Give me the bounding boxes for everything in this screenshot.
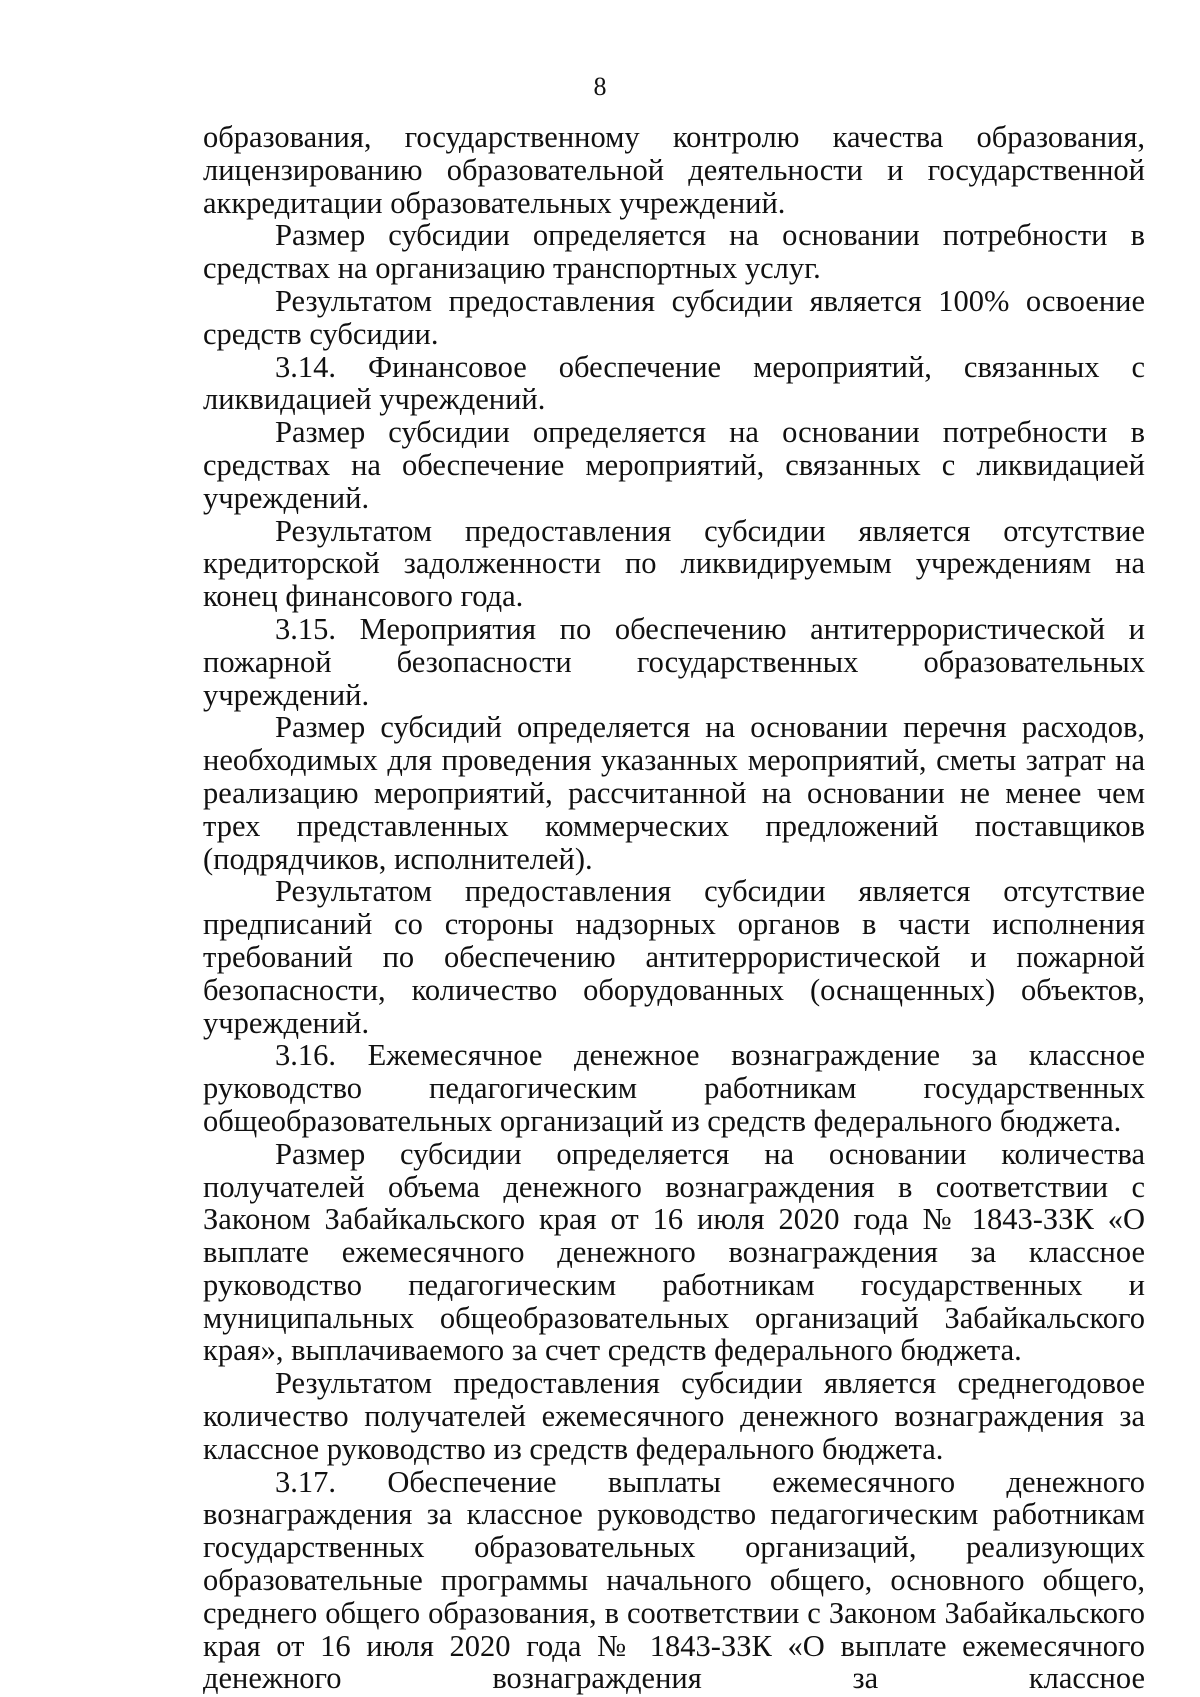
paragraph-security-subsidy-result: Результатом предоставления субсидии является отсутствие предписаний со стороны надзорных органов в части исполнения требований по обеспечению антитеррористической и пожарной безопасности, количество оборудованных (оснащенных) объектов, учреждений. [203, 874, 1145, 1040]
paragraph-liquidation-subsidy-result: Результатом предоставления субсидии является отсутствие кредиторской задолженности по ликвидируемым учреждениям на конец финансового года. [203, 513, 1145, 614]
section-3-17-heading: 3.17. Обеспечение выплаты ежемесячного денежного вознаграждения за классное руководство педагогическим работникам государственных образовательных организаций, реализующих образовательные программы начального общего, основного общего, среднего общего образования, в соответствии с Законом Забайкальского края от 16 июля 2020 года № 1843-ЗЗК «О выплате ежемесячного денежного вознаграждения за классное [203, 1464, 1145, 1696]
paragraph-transport-subsidy-size: Размер субсидии определяется на основании потребности в средствах на организацию транспортных услуг. [203, 218, 1145, 286]
paragraph-security-subsidy-size: Размер субсидий определяется на основании перечня расходов, необходимых для проведения указанных мероприятий, сметы затрат на реализацию мероприятий, рассчитанной на основании не менее чем трех представленных коммерческих предложений поставщиков (подрядчиков, исполнителей). [203, 710, 1145, 876]
paragraph-education-oversight: образования, государственному контролю качества образования, лицензированию образовательной деятельности и государственной аккредитации образовательных учреждений. [203, 120, 1145, 220]
document-body [203, 121, 1145, 1695]
section-3-16-heading: 3.16. Ежемесячное денежное вознаграждение за классное руководство педагогическим работникам государственных общеобразовательных организаций из средств федерального бюджета. [203, 1038, 1145, 1138]
section-3-15-heading: 3.15. Мероприятия по обеспечению антитеррористической и пожарной безопасности государственных образовательных учреждений. [203, 611, 1145, 712]
paragraph-class-guidance-subsidy-result: Результатом предоставления субсидии является среднегодовое количество получателей ежемесячного денежного вознаграждения за классное руководство из средств федерального бюджета. [203, 1366, 1145, 1466]
paragraph-transport-subsidy-result: Результатом предоставления субсидии является 100% освоение средств субсидии. [203, 283, 1145, 351]
paragraph-class-guidance-subsidy-size: Размер субсидии определяется на основании количества получателей объема денежного вознаграждения в соответствии с Законом Забайкальского края от 16 июля 2020 года № 1843-ЗЗК «О выплате ежемесячного денежного вознаграждения за классное руководство педагогическим работникам государственных и муниципальных общеобразовательных организаций Забайкальского края», выплачиваемого за счет средств федерального бюджета. [203, 1136, 1145, 1368]
paragraph-liquidation-subsidy-size: Размер субсидии определяется на основании потребности в средствах на обеспечение мероприятий, связанных с ликвидацией учреждений. [203, 415, 1145, 515]
page-number: 8 [593, 72, 607, 101]
section-3-14-heading: 3.14. Финансовое обеспечение мероприятий, связанных с ликвидацией учреждений. [203, 349, 1145, 417]
